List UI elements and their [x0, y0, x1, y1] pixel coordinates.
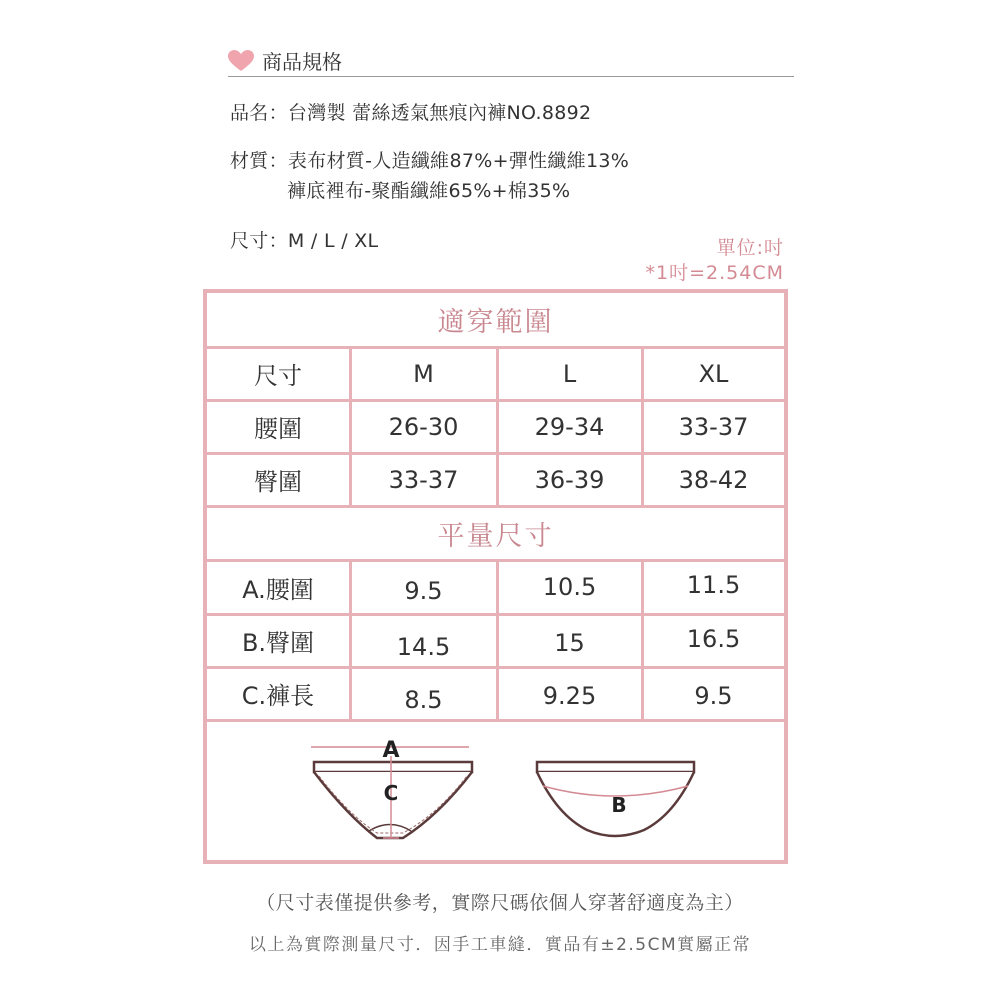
heart-icon — [228, 50, 254, 72]
size-list: 尺寸：M / L / XL — [230, 230, 379, 252]
table-cell: 9.25 — [542, 681, 597, 710]
product-name: 品名：台灣製 蕾絲透氣無痕內褲NO.8892 — [230, 102, 592, 124]
size-chart — [203, 289, 788, 864]
table-cell: 33-37 — [678, 412, 749, 441]
table-cell: 33-37 — [388, 465, 459, 494]
section-title: 商品規格 — [262, 50, 342, 74]
table-cell: 9.5 — [694, 681, 733, 710]
fit-range-title: 適穿範圍 — [437, 307, 554, 338]
row-label-a: A.腰圍 — [242, 575, 314, 604]
label-c: C — [383, 781, 399, 805]
measurement-diagram — [207, 720, 784, 860]
table-cell: 38-42 — [678, 465, 749, 494]
table-cell: 14.5 — [396, 632, 451, 661]
table-cell: 16.5 — [686, 624, 741, 653]
table-cell: 11.5 — [686, 571, 741, 599]
header-divider — [228, 76, 794, 77]
header-l: L — [562, 359, 577, 388]
table-cell: 15 — [554, 628, 585, 657]
label-a: A — [382, 738, 400, 763]
flat-size-title: 平量尺寸 — [437, 520, 554, 552]
label-b: B — [611, 793, 627, 817]
table-cell: 29-34 — [534, 412, 605, 441]
footer-note-2: 以上為實際測量尺寸．因手工車縫．實品有±2.5CM實屬正常 — [248, 935, 752, 955]
table-cell: 10.5 — [542, 573, 597, 601]
row-label-waist: 腰圍 — [254, 415, 302, 443]
material-line-2: 褲底裡布-聚酯纖維65%+棉35% — [287, 180, 571, 202]
row-label-hip: 臀圍 — [254, 468, 302, 496]
table-cell: 26-30 — [388, 412, 459, 441]
unit-conversion: *1吋=2.54CM — [645, 262, 784, 284]
header-m: M — [413, 359, 434, 388]
header-size: 尺寸 — [254, 362, 302, 390]
unit-label: 單位:吋 — [716, 237, 784, 259]
header-xl: XL — [698, 359, 729, 388]
row-label-c: C.褲長 — [241, 682, 315, 710]
table-cell: 36-39 — [534, 465, 605, 494]
footer-note-1: （尺寸表僅提供參考，實際尺碼依個人穿著舒適度為主） — [256, 892, 744, 914]
table-cell: 9.5 — [404, 577, 443, 605]
material-line-1: 材質：表布材質-人造纖維87%+彈性纖維13% — [230, 150, 630, 172]
table-cell: 8.5 — [404, 685, 443, 714]
row-label-b: B.臀圍 — [241, 629, 315, 657]
